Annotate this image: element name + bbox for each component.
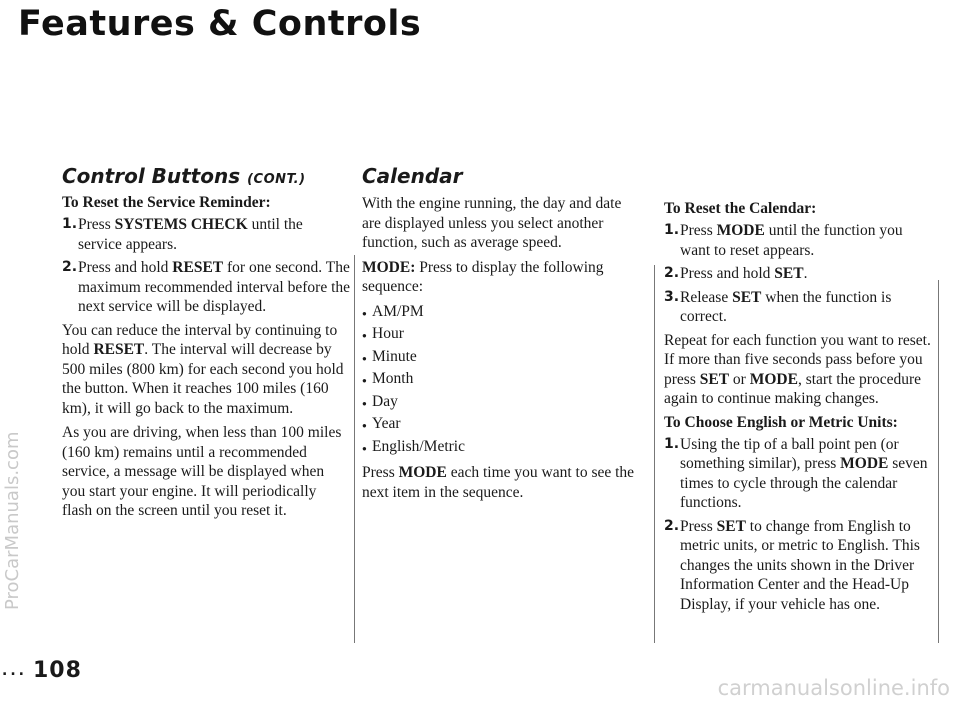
paragraph-reduce-interval: You can reduce the interval by continuing to hold RESET. The interval will decrease by 500 miles (800 km) for each second you hold the button. When it reaches 100 miles (160 km), it will go back to the maximum. — [62, 321, 344, 417]
list-item: ● Hour — [362, 325, 404, 342]
list-item: ● Month — [362, 370, 414, 387]
step-item: 2. Press and hold SET. — [664, 265, 808, 282]
list-item: ● AM/PM — [362, 302, 424, 320]
list-item: ● Year — [362, 415, 401, 432]
page-title: Features & Controls — [18, 4, 422, 44]
step-item: 2. Press and hold RESET for one second. The maximum recommended interval before the next service will be displayed. — [62, 259, 351, 315]
step-item: 3. Release SET when the function is correct. — [664, 288, 892, 325]
footer-watermark: carmanualsonline.info — [717, 676, 950, 700]
paragraph-calendar-intro: With the engine running, the day and date are displayed unless you select another function, such as average speed. — [362, 195, 622, 251]
list-item: ● Minute — [362, 347, 417, 365]
column-control-buttons — [62, 164, 350, 526]
subheading-choose-units: To Choose English or Metric Units: — [664, 413, 898, 431]
list-item: ● English/Metric — [362, 437, 465, 455]
subheading-reset-service: To Reset the Service Reminder: — [62, 194, 271, 211]
step-item: 1. Press SYSTEMS CHECK until the service appears. — [62, 216, 303, 253]
list-item: ● Day — [362, 392, 398, 410]
step-item: 1. Using the tip of a ball point pen (or something similar), press MODE seven times to cycle through the calendar functions. — [664, 435, 928, 511]
subheading-reset-calendar: To Reset the Calendar: — [664, 200, 817, 217]
step-item: 2. Press SET to change from English to metric units, or metric to English. This changes the units shown in the Driver Information Center and the Head-Up Display, if your vehicle has one. — [664, 517, 920, 613]
sequence-list — [362, 302, 644, 460]
section-heading-control-buttons: Control Buttons (CONT.) — [62, 164, 306, 188]
page-number: ... 108 — [2, 658, 82, 683]
paragraph-mode-next: Press MODE each time you want to see the next item in the sequence. — [362, 464, 635, 501]
paragraph-mode: MODE: Press to display the following sequence: — [362, 258, 604, 295]
page-edge-rule — [938, 280, 939, 643]
step-item: 1. Press MODE until the function you want to reset appears. — [664, 222, 903, 259]
column-reset-calendar — [664, 197, 936, 618]
paragraph-repeat: Repeat for each function you want to reset. If more than five seconds pass before you press SET or MODE, start the procedure again to continue making changes. — [664, 331, 931, 407]
column-divider — [654, 265, 655, 643]
continued-label: (CONT.) — [247, 172, 306, 187]
section-heading-calendar: Calendar — [362, 164, 463, 188]
column-calendar — [362, 164, 644, 507]
paragraph-service-message: As you are driving, when less than 100 miles (160 km) remains until a recommended service, a message will be displayed when you start your engine. It will periodically flash on the screen until you reset it. — [62, 424, 342, 519]
column-divider — [354, 255, 355, 643]
